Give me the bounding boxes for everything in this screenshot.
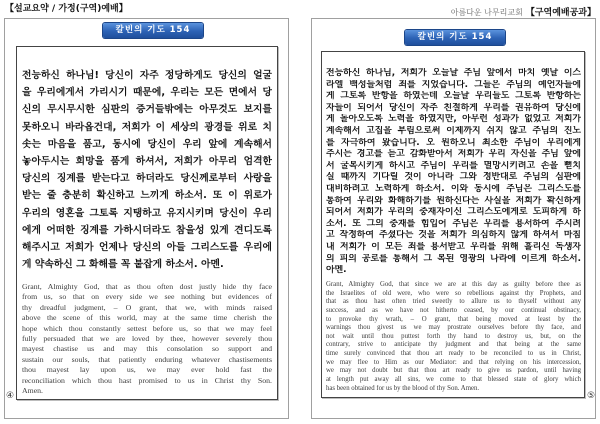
english-line: Grant, Almighty God, that since we are at this day as guilty before thee as — [326, 281, 581, 288]
korean-line: 되어서 저희가 우리의 중재자이신 그리스도에게로 도피하게 하 — [326, 207, 581, 218]
korean-line: 당신의 징계를 받는다고 하더라도 당신께로부터 사랑을 — [22, 173, 272, 185]
korean-line: 솟는 마음을 품고, 동시에 당신이 우리 앞에 계속해서 — [22, 138, 272, 150]
english-line: to provoke thy wrath, – O grant, that being moved at least by the — [326, 315, 581, 323]
english-line: we may not doubt but that thou art ready to give us pardon, until having — [326, 367, 581, 375]
korean-line: 전능하신 하나님! 당신이 자주 정당하게도 당신의 얼굴 — [22, 70, 272, 81]
left-prayer-box — [16, 46, 278, 400]
right-prayer-box — [321, 51, 585, 398]
right-english-prayer — [326, 281, 581, 393]
left-prayer-title: 칼빈의 기도 154 — [103, 23, 203, 38]
korean-line: 받는 줄 충분히 확신하고 느끼게 하소서. 또 이 위로가 — [22, 190, 272, 202]
english-line: mayest chastise us and may this consolation so support and — [22, 344, 272, 354]
right-prayer-title: 칼빈의 기도 154 — [405, 30, 505, 45]
left-korean-prayer — [22, 67, 272, 273]
english-line: above the scene of this world, may at the same time cherish the — [22, 313, 272, 323]
korean-line: 해주시고 저희가 언제나 당신의 아들 그리스도를 우리에 — [22, 241, 272, 253]
korean-line: 에게 어떠한 징계를 가하시더라도 참을성 있게 견디도록 — [22, 224, 272, 236]
korean-line: 서 굴복시키게 하시고 주님이 우리를 멸망시키려고 손을 뻗치 — [326, 160, 581, 171]
korean-line: 계속해서 고집을 부림으로써 이제까지 쉬지 않고 주님의 진노 — [326, 125, 581, 136]
right-page-number: ⑤ — [587, 391, 596, 401]
korean-line: 를 자극하여 왔습니다. 오 원하오니 최소한 주님이 우리에게 — [326, 137, 581, 148]
english-line: has been obtained for us by the blood of thy Son. Amen. — [326, 384, 480, 392]
korean-line: 게 그토록 반항을 하였는데 오늘날 우리들도 그토록 반항하는 — [326, 91, 581, 102]
english-line: not wait until thou puttest forth thy hand to destroy us, but, on the — [326, 332, 581, 340]
korean-line: 못하오니 바라옵건대, 저희가 이 세상의 광경들 위로 치 — [22, 121, 272, 133]
korean-line: 을 우리에게서 가리시기 때문에, 우리는 모든 면에서 당 — [22, 87, 272, 99]
english-line: warnings thou givest us we may prostrate ourselves before thy face, and — [326, 324, 581, 332]
english-line: that as thou hast often tried sweetly to allure us to thyself without any — [326, 298, 581, 306]
korean-line: 아멘. — [326, 265, 347, 276]
left-page-header: 【설교요약 / 가정(구역)예배】 — [5, 4, 128, 14]
english-line: sustain our souls, that patiently enduring whatever chastisements — [22, 354, 272, 364]
english-line: fully persuaded that we are loved by thee, however severely thou — [22, 333, 272, 343]
english-line: thy dreadful judgment, – O grant, that we, with minds raised — [22, 302, 272, 312]
korean-line: 자들이 되어서 당신이 자주 친절하게 우리를 권유하여 당신에 — [326, 102, 581, 113]
korean-line: 의 피의 공로를 통해서 그 복된 영광의 나라에 이르게 하소서. — [326, 253, 581, 264]
korean-line: 대비하려고 노력하게 하소서. 이와 동시에 주님은 그리스도를 — [326, 183, 581, 194]
korean-line: 주시는 경고를 듣고 감화받아서 저희가 우리 자신을 주님 앞에 — [326, 149, 581, 160]
korean-line: 게 약속하신 그 화해를 꼭 붙잡게 하소서. 아멘. — [22, 259, 224, 271]
korean-line: 소서. 또 그의 중재를 힘입어 주님은 우리를 용서하여 주시려 — [326, 218, 581, 229]
korean-line: 실 때까지 기다릴 것이 아니라 그와 정반대로 주님의 심판에 — [326, 172, 581, 183]
english-line: thou mayest lay upon us, we may ever hold fast the — [22, 365, 272, 375]
korean-line: 고 작정하여 주셨다는 것을 저희가 의심하지 않게 하셔서 마침 — [326, 230, 581, 241]
english-line: Amen. — [22, 385, 44, 395]
english-line: the Israelites of old were, who were so rebellious against thy Prophets, and — [326, 289, 581, 297]
korean-line: 놓아두시는 희망을 품게 하셔서, 저희가 아무리 엄격한 — [22, 155, 272, 167]
right-page-header — [451, 4, 596, 19]
english-line: at length put away all sins, we come to that blessed state of glory which — [326, 376, 581, 384]
left-english-prayer — [22, 282, 272, 396]
left-page-number: ④ — [6, 391, 15, 401]
korean-line: 우리의 영혼을 그토록 지탱하고 유지시키며 당신이 우리 — [22, 207, 272, 219]
korean-line: 라엘 백성들처럼 죄를 지었습니다. 그들은 주님의 예언자들에 — [326, 79, 581, 90]
english-line: reconciliation which thou hast promised to us in Christ thy Son. — [22, 375, 272, 385]
korean-line: 신의 무시무시한 심판의 증거들밖에는 아무것도 보지를 — [22, 104, 272, 116]
right-korean-prayer — [326, 68, 581, 277]
church-name: 아름다운 나무리교회 — [450, 8, 523, 17]
english-line: time surely convinced that thou art ready to be reconciled to us in Christ, — [326, 350, 581, 358]
korean-line: 게 돌아오도록 노력을 하였지만, 아무런 성과가 없었고 저희가 — [326, 114, 581, 125]
korean-line: 내 저희가 이 모든 죄를 용서받고 우리를 위해 흘리신 독생자 — [326, 241, 581, 252]
english-line: success, and as we have not hitherto ceased, by our continual obstinacy, — [326, 306, 581, 314]
english-line: from us, so that on every side we see nothing but evidences of — [22, 292, 272, 302]
korean-line: 전능하신 하나님, 저희가 오늘날 주님 앞에서 마치 옛날 이스 — [326, 68, 581, 78]
english-line: Grant, Almighty God, that as thou often dost justly hide thy face — [22, 282, 272, 291]
english-line: we may flee to Him as our Mediator: and that relying on his intercession, — [326, 358, 581, 366]
section-label: 【구역예배공과】 — [525, 8, 596, 18]
korean-line: 통하여 우리와 화해하기를 원하신다는 사실을 저희가 확신하게 — [326, 195, 581, 206]
english-line: contrary, strive to anticipate thy judgment and that being at the same — [326, 341, 581, 349]
english-line: hope which thou constantly settest before us, so that we may feel — [22, 323, 272, 333]
